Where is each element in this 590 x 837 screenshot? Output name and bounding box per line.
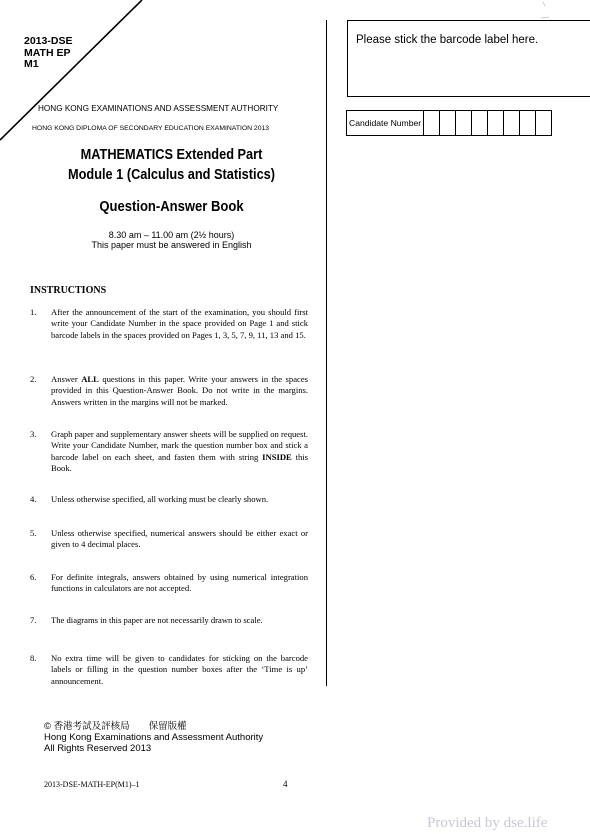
instruction-number: 7. (30, 615, 37, 625)
instruction-text: The diagrams in this paper are not necessarily drawn to scale. (51, 615, 263, 625)
instruction-text-part: Graph paper and supplementary answer sheets will be supplied on request. Write your Candidate Number, mark the question number box and stick a barcode label on each sheet, and fasten them with string (51, 429, 308, 462)
copyright-line: Hong Kong Examinations and Assessment Authority (44, 732, 264, 743)
copyright-line: © 香港考試及評核局 保留版權 (44, 721, 187, 732)
module-title: Module 1 (Calculus and Statistics) (67, 167, 276, 183)
candidate-digit-box[interactable] (538, 111, 552, 135)
barcode-instruction: Please stick the barcode label here. (356, 34, 539, 46)
candidate-digit-box[interactable] (458, 111, 472, 135)
candidate-digit-box[interactable] (442, 111, 456, 135)
paper-code (24, 36, 72, 71)
instructions-heading: INSTRUCTIONS (30, 285, 107, 296)
candidate-digit-box[interactable] (474, 111, 488, 135)
paper-code-line: M1 (24, 58, 39, 70)
instruction-number: 2. (30, 374, 37, 384)
instruction-number: 6. (30, 572, 37, 582)
instruction-text: For definite integrals, answers obtained by using numerical integration functions in calculators are not accepted. (51, 572, 308, 594)
page-number: 4 (283, 779, 288, 789)
scan-mark-icon (535, 0, 555, 22)
candidate-digit-box[interactable] (490, 111, 504, 135)
paper-code-line: MATH EP (24, 46, 71, 59)
candidate-digit-box[interactable] (522, 111, 536, 135)
copyright-line: All Rights Reserved 2013 (44, 743, 152, 754)
instruction-text (51, 374, 308, 408)
exam-time: 8.30 am – 11.00 am (2½ hours) (108, 230, 235, 240)
watermark-provided-by: Provided by dse.life (427, 815, 548, 831)
instruction-emphasis: INSIDE (262, 451, 292, 462)
book-title: Question-Answer Book (99, 199, 244, 215)
copyright-block (44, 721, 263, 754)
candidate-digit-box[interactable] (426, 111, 440, 135)
instruction-text-part: this Book. (51, 451, 308, 473)
instruction-number: 3. (30, 429, 37, 439)
margin-divider (326, 20, 327, 686)
instruction-number: 5. (30, 528, 37, 538)
instruction-text: No extra time will be given to candidates for sticking on the barcode labels or filling in the question number boxes after the ‘Time is up’ announcement. (51, 653, 308, 686)
instruction-number: 8. (30, 653, 37, 663)
language-note: This paper must be answered in English (91, 240, 252, 250)
instruction-text: After the announcement of the start of the examination, you should first write your Candidate Number in the space provided on Page 1 and stick barcode labels in the spaces provided on Pages 1, 3, 5, 7, 9, 11, 13 and 15. (51, 307, 308, 340)
instruction-text: Unless otherwise specified, all working must be clearly shown. (51, 494, 269, 504)
diploma-name: HONG KONG DIPLOMA OF SECONDARY EDUCATION EXAMINATION 2013 (32, 125, 270, 132)
candidate-digit-box[interactable] (506, 111, 520, 135)
instruction-number: 1. (30, 307, 37, 317)
subject-title: MATHEMATICS Extended Part (80, 147, 263, 163)
instruction-text: Unless otherwise specified, numerical answers should be either exact or given to 4 decimal places. (51, 528, 308, 550)
instruction-emphasis: ALL (81, 374, 99, 384)
footer-paper-code: 2013-DSE-MATH-EP(M1)–1 (44, 780, 140, 789)
barcode-label-area (347, 20, 590, 97)
instruction-text-part: questions in this paper. Write your answers in the spaces provided in this Question-Answer Book. Do not write in the margins. Answers written in the margins will not be marked. (51, 374, 308, 407)
instruction-number: 4. (30, 494, 37, 504)
instruction-text-part: Answer (51, 374, 82, 384)
paper-code-line: 2013-DSE (24, 35, 73, 47)
authority-name: HONG KONG EXAMINATIONS AND ASSESSMENT AUTHORITY (38, 104, 279, 113)
candidate-number-label: Candidate Number (347, 111, 424, 135)
candidate-number-boxes (346, 110, 552, 136)
instruction-text (51, 429, 308, 474)
